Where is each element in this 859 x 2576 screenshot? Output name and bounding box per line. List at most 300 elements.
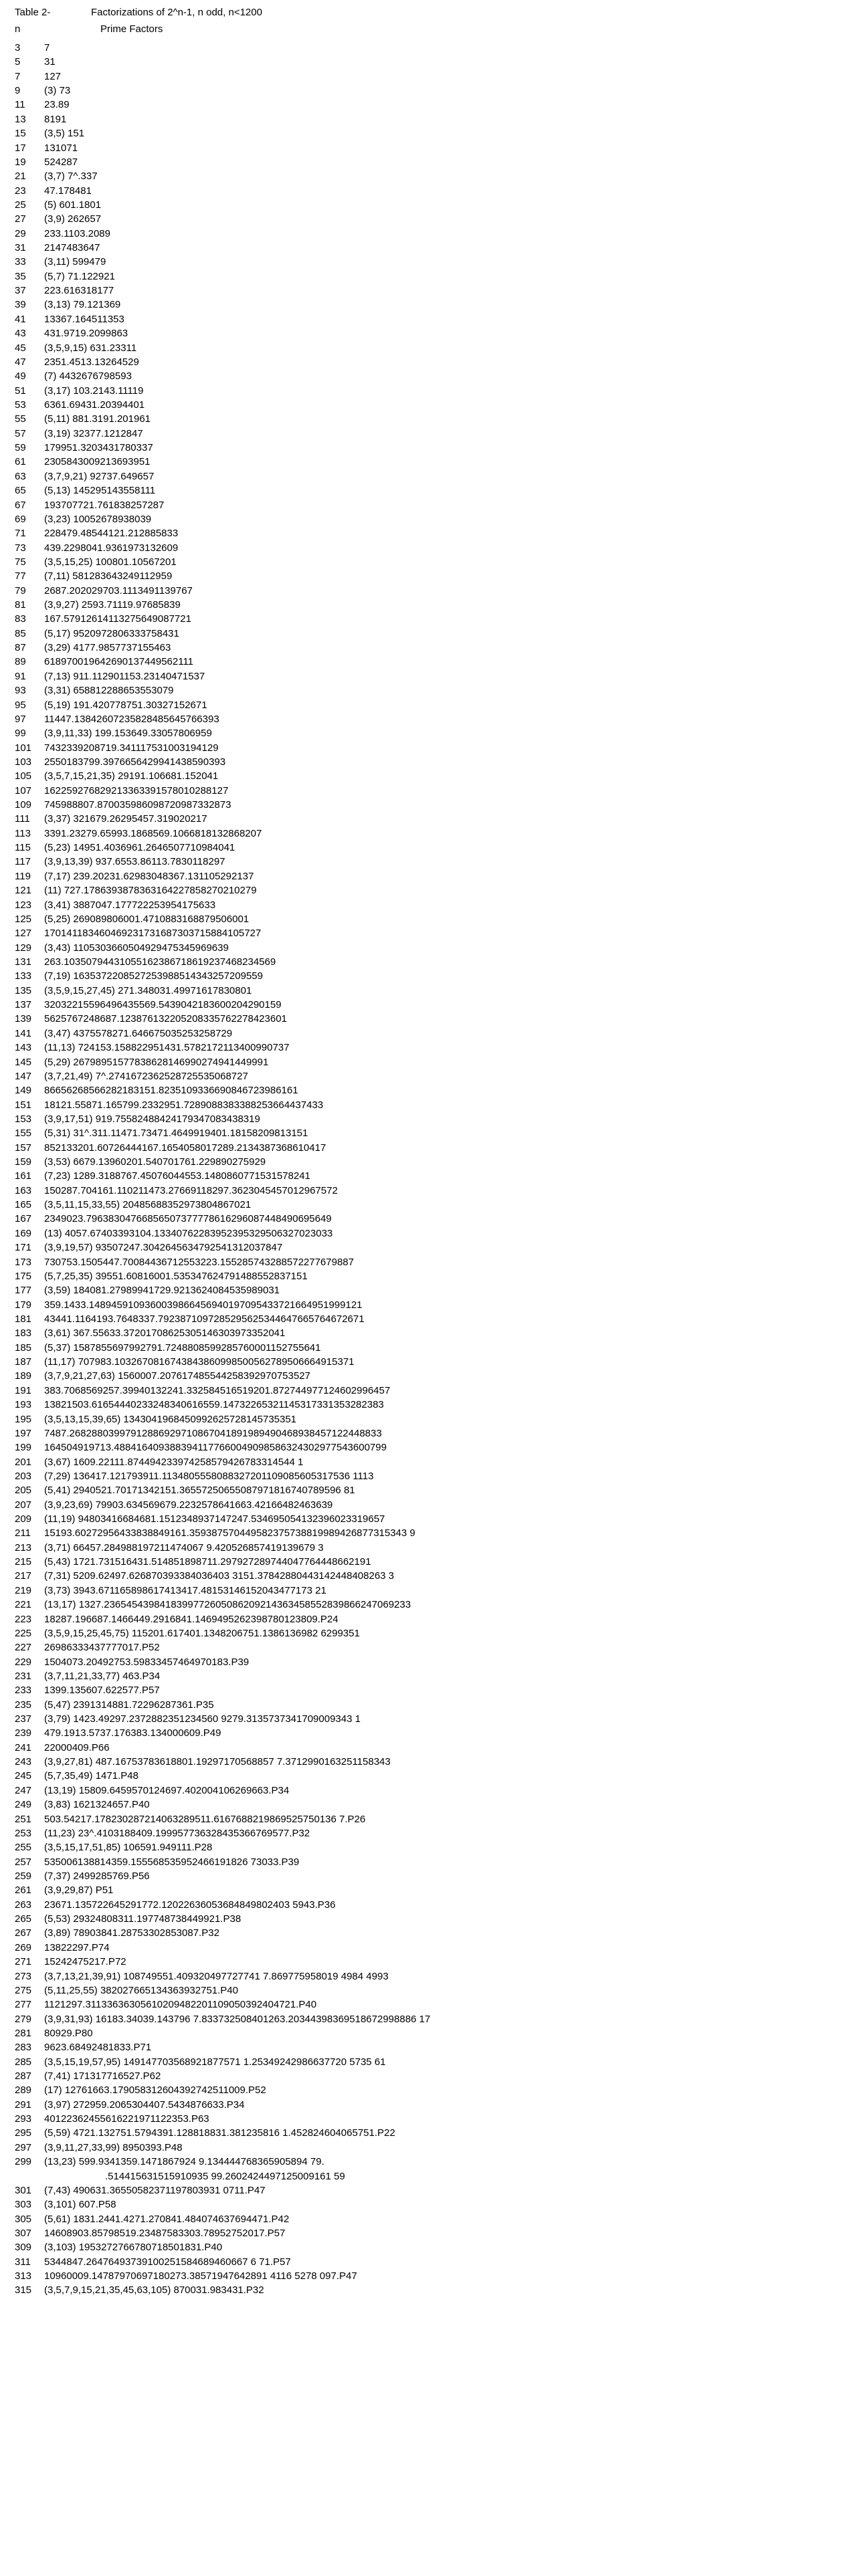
row-n-value: 235 [15, 1699, 32, 1711]
table-row [15, 1126, 851, 1140]
row-n-value: 209 [15, 1513, 32, 1525]
row-n-value: 121 [15, 885, 32, 897]
factorization-table [15, 41, 851, 2298]
table-row [15, 2240, 851, 2254]
table-row [15, 1869, 851, 1883]
table-row [15, 1898, 851, 1912]
row-n-value: 173 [15, 1256, 32, 1268]
table-row [15, 1712, 851, 1726]
table-row [15, 1169, 851, 1183]
table-row [15, 2141, 851, 2155]
row-prime-factors: (3,5,9,15) 631.23311 [44, 342, 137, 354]
row-n-value: 83 [15, 613, 26, 625]
row-prime-factors: (3,9,11,33) 199.153649.33057806959 [44, 728, 212, 740]
row-n-value: 273 [15, 1970, 32, 1982]
row-prime-factors: 14608903.85798519.23487583303.78952752017.P57 [44, 2227, 286, 2239]
table-row [15, 1412, 851, 1426]
table-row [15, 1083, 851, 1097]
table-row [15, 2040, 851, 2054]
row-prime-factors: 131071 [44, 142, 78, 154]
table-row [15, 2283, 851, 2297]
row-n-value: 189 [15, 1370, 32, 1382]
row-n-value: 291 [15, 2099, 32, 2111]
row-prime-factors: (3,9,29,87) P51 [44, 1885, 114, 1897]
row-prime-factors: 852133201.60726444167.1654058017289.2134387368610417 [44, 1142, 326, 1154]
row-n-value: 271 [15, 1956, 32, 1968]
table-row [15, 1698, 851, 1712]
table-row [15, 2126, 851, 2140]
table-row [15, 1055, 851, 1069]
row-n-value: 141 [15, 1027, 32, 1039]
table-row [15, 84, 851, 98]
row-prime-factors: (3,61) 367.55633.37201708625305146303973352041 [44, 1327, 286, 1339]
table-row [15, 312, 851, 326]
row-n-value: 253 [15, 1827, 32, 1839]
row-n-value: 65 [15, 485, 26, 497]
row-prime-factors: (7,13) 911.112901153.23140471537 [44, 670, 205, 682]
row-prime-factors: 179951.3203431780337 [44, 442, 153, 454]
row-prime-factors: 1504073.20492753.59833457464970183.P39 [44, 1656, 250, 1668]
row-prime-factors: (5,59) 4721.132751.5794391.128818831.381235816 1.452824604065751.P22 [44, 2127, 395, 2139]
row-n-value: 17 [15, 142, 26, 154]
row-prime-factors: (5,43) 1721.731516431.514851898711.297927289744047764448662191 [44, 1556, 371, 1568]
row-prime-factors: (3,9,11,27,33,99) 8950393.P48 [44, 2141, 183, 2153]
table-row [15, 1440, 851, 1455]
row-prime-factors: 228479.48544121.212885833 [44, 528, 179, 540]
row-prime-factors: 23671.135722645291772.12022636053684849802403 5943.P36 [44, 1899, 336, 1911]
row-n-value: 75 [15, 556, 26, 568]
row-n-value: 307 [15, 2227, 32, 2239]
row-n-value: 279 [15, 2013, 32, 2025]
row-prime-factors: (5,31) 31^.311.11471.73471.4649919401.18158209813151 [44, 1128, 308, 1140]
row-n-value: 19 [15, 156, 26, 168]
table-row [15, 769, 851, 783]
table-row [15, 926, 851, 940]
table-row [15, 1969, 851, 1983]
row-prime-factors: (5,53) 29324808311.197748738449921.P38 [44, 1913, 242, 1925]
row-prime-factors: (3,7,13,21,39,91) 108749551.409320497727741 7.869775958019 4984 4993 [44, 1970, 389, 1982]
table-row [15, 2212, 851, 2226]
row-n-value: 91 [15, 670, 26, 682]
table-row [15, 1784, 851, 1798]
row-n-value: 163 [15, 1184, 32, 1196]
row-n-value: 197 [15, 1427, 32, 1439]
row-prime-factors: (7,17) 239.20231.62983048367.131105292137 [44, 870, 254, 882]
row-n-value: 21 [15, 171, 26, 183]
row-n-value: 255 [15, 1842, 32, 1854]
row-prime-factors: 730753.1505447.70084436712553223.155285743288572277679887 [44, 1256, 354, 1268]
row-prime-factors: (5,25) 269089806001.4710883168879506001 [44, 913, 250, 925]
row-n-value: 127 [15, 928, 32, 940]
row-n-value: 37 [15, 285, 26, 297]
table-row [15, 1926, 851, 1940]
row-prime-factors: (3,47) 4375578271.646675035253258729 [44, 1027, 233, 1039]
row-prime-factors: (5,19) 191.420778751.30327152671 [44, 699, 207, 711]
row-n-value: 47 [15, 356, 26, 368]
table-row [15, 1640, 851, 1654]
table-row [15, 855, 851, 869]
table-row [15, 2112, 851, 2126]
row-prime-factors: 162259276829213363391578010288127 [44, 784, 229, 796]
row-n-value: 25 [15, 199, 26, 211]
row-prime-factors: 15193.60272956433838849161.359387570449582375738819989426877315343 9 [44, 1527, 415, 1539]
row-n-value: 85 [15, 627, 26, 639]
row-n-value: 165 [15, 1199, 32, 1211]
row-prime-factors: 2305843009213693951 [44, 456, 151, 468]
row-prime-factors: 618970019642690137449562111 [44, 656, 194, 668]
table-row [15, 912, 851, 926]
row-prime-factors: (3,9,23,69) 79903.634569679.2232578641663.42166482463639 [44, 1499, 333, 1511]
row-n-value: 259 [15, 1870, 32, 1882]
row-n-value: 111 [15, 813, 30, 825]
row-prime-factors: (3,71) 66457.284988197211474067 9.420526857419139679 3 [44, 1541, 324, 1553]
table-row [15, 155, 851, 169]
row-prime-factors: (3,89) 78903841.28753302853087.P32 [44, 1927, 219, 1939]
row-n-value: 169 [15, 1227, 32, 1239]
table-row [15, 1112, 851, 1126]
row-prime-factors: 22000409.P66 [44, 1741, 110, 1753]
row-prime-factors: 524287 [44, 156, 78, 168]
table-row [15, 41, 851, 55]
row-n-value: 183 [15, 1327, 32, 1339]
row-prime-factors: (7,31) 5209.62497.626870393384036403 3151.37842880443142448408263 3 [44, 1570, 395, 1582]
row-n-value: 55 [15, 413, 26, 425]
row-n-value: 309 [15, 2242, 32, 2254]
row-n-value: 261 [15, 1885, 32, 1897]
table-row [15, 1326, 851, 1340]
table-row [15, 955, 851, 969]
row-n-value: 113 [15, 827, 31, 839]
row-n-value: 35 [15, 270, 26, 282]
row-prime-factors: (5,7,25,35) 39551.60816001.535347624791488552837151 [44, 1270, 308, 1282]
table-row [15, 1283, 851, 1297]
row-prime-factors: (3,7) 7^.337 [44, 171, 98, 183]
row-prime-factors: (3,9,31,93) 16183.34039.143796 7.833732508401263.20344398369518672998886 17 [44, 2013, 431, 2025]
row-prime-factors: (5) 601.1801 [44, 199, 102, 211]
row-n-value: 129 [15, 942, 32, 954]
row-prime-factors: (7) 4432676798593 [44, 370, 132, 383]
row-prime-factors: 3391.23279.65993.1868569.1066818132868207 [44, 827, 262, 839]
table-row [15, 2255, 851, 2269]
row-n-value: 237 [15, 1713, 32, 1725]
row-n-value: 305 [15, 2213, 32, 2225]
row-prime-factors: (5,11,25,55) 382027665134363932751.P40 [44, 1984, 238, 1996]
row-n-value: 139 [15, 1013, 32, 1025]
row-prime-factors: 47.178481 [44, 185, 92, 197]
row-prime-factors: 127 [44, 70, 62, 82]
table-row [15, 741, 851, 755]
row-prime-factors: 31 [44, 56, 56, 68]
table-row [15, 1041, 851, 1055]
row-prime-factors: 2687.202029703.1113491139767 [44, 584, 193, 597]
table-label: Table 2- [15, 7, 51, 18]
row-prime-factors: (3,5,15,19,57,95) 149147703568921877571 1.25349242986637720 5735 61 [44, 2056, 386, 2068]
row-n-value: 67 [15, 499, 26, 511]
row-prime-factors: (11,13) 724153.158822951431.5782172113400990737 [44, 1042, 290, 1054]
row-n-value: 267 [15, 1927, 32, 1939]
row-n-value: 191 [15, 1384, 32, 1396]
row-prime-factors: (3,59) 184081.27989941729.9213624084535989031 [44, 1285, 280, 1297]
row-prime-factors: (3,9,17,51) 919.75582488424179347083438319 [44, 1113, 260, 1125]
table-row [15, 2155, 851, 2169]
table-row [15, 512, 851, 526]
row-prime-factors: (3,5,9,15,27,45) 271.348031.49971617830801 [44, 984, 252, 996]
row-n-value: 195 [15, 1413, 32, 1425]
row-prime-factors: (3,23) 10052678938039 [44, 513, 152, 525]
row-n-value: 297 [15, 2141, 32, 2153]
row-prime-factors: 383.7068569257.39940132241.332584516519201.872744977124602996457 [44, 1384, 391, 1396]
table-row [15, 1683, 851, 1697]
table-row [15, 1798, 851, 1812]
row-n-value: 187 [15, 1356, 32, 1368]
table-row [15, 1755, 851, 1769]
table-row [15, 1184, 851, 1198]
row-n-value: 73 [15, 542, 26, 554]
table-row [15, 441, 851, 455]
table-row [15, 384, 851, 398]
row-n-value: 217 [15, 1570, 32, 1582]
row-prime-factors: 150287.704161.110211473.27669118297.3623045457012967572 [44, 1184, 338, 1196]
table-row [15, 1855, 851, 1869]
row-n-value: 79 [15, 584, 26, 597]
row-prime-factors: 18287.196687.1466449.2916841.1469495262398780123809.P24 [44, 1613, 339, 1625]
row-prime-factors: (3,101) 607.P58 [44, 2199, 116, 2211]
table-row [15, 1384, 851, 1398]
row-prime-factors: 535006138814359.155568535952466191826 73033.P39 [44, 1856, 300, 1868]
row-prime-factors: 7432339208719.341117531003194129 [44, 742, 219, 754]
row-n-value: 81 [15, 599, 26, 611]
row-n-value: 147 [15, 1070, 32, 1082]
table-row [15, 241, 851, 255]
row-prime-factors: (3,83) 1621324657.P40 [44, 1799, 150, 1811]
row-n-value: 103 [15, 756, 32, 768]
table-row-continuation [15, 2169, 851, 2183]
table-row [15, 1469, 851, 1483]
row-prime-factors: 86656268566282183151.8235109336690846723986161 [44, 1085, 298, 1097]
table-row [15, 1098, 851, 1112]
table-row [15, 883, 851, 897]
table-row [15, 541, 851, 555]
table-row [15, 641, 851, 655]
row-prime-factors: (3,67) 1609.22111.874494233974258579426783314544 1 [44, 1456, 304, 1468]
table-row [15, 1741, 851, 1755]
table-row [15, 627, 851, 641]
row-prime-factors: 223.616318177 [44, 285, 114, 297]
table-row [15, 469, 851, 484]
row-n-value: 247 [15, 1784, 32, 1796]
row-prime-factors: (3,11) 599479 [44, 256, 106, 268]
row-prime-factors: (3,79) 1423.49297.2372882351234560 9279.3135737341709009343 1 [44, 1713, 361, 1725]
row-n-value: 185 [15, 1341, 32, 1354]
table-row [15, 341, 851, 355]
table-row [15, 1584, 851, 1598]
row-prime-factors: (3,7,9,21) 92737.649657 [44, 470, 155, 482]
row-prime-factors: (3,7,21,49) 7^.2741672362528725535068727 [44, 1070, 248, 1082]
row-n-value: 199 [15, 1442, 32, 1454]
row-prime-factors: (3,5,11,15,33,55) 20485688352973804867021 [44, 1199, 252, 1211]
row-n-value: 99 [15, 728, 26, 740]
row-n-value: 133 [15, 970, 32, 982]
table-row [15, 555, 851, 569]
row-prime-factors: (5,17) 9520972806333758431 [44, 627, 179, 639]
table-row [15, 755, 851, 769]
column-header-n: n [15, 23, 21, 35]
table-row [15, 1655, 851, 1669]
row-n-value: 181 [15, 1313, 32, 1325]
row-prime-factors: (3,53) 6679.13960201.540701761.229890275929 [44, 1156, 266, 1168]
table-row [15, 1883, 851, 1897]
row-n-value: 143 [15, 1042, 32, 1054]
row-prime-factors: (13,17) 1327.2365454398418399772605086209214363458552839866247069233 [44, 1599, 411, 1611]
row-n-value: 89 [15, 656, 26, 668]
table-row [15, 1541, 851, 1555]
row-prime-factors: (3,5,15,25) 100801.10567201 [44, 556, 177, 568]
table-row [15, 1912, 851, 1926]
table-row [15, 2083, 851, 2097]
table-row [15, 598, 851, 612]
table-row [15, 198, 851, 212]
table-row [15, 412, 851, 426]
table-row [15, 1840, 851, 1854]
row-n-value: 203 [15, 1470, 32, 1482]
row-n-value: 201 [15, 1456, 32, 1468]
row-n-value: 151 [15, 1099, 32, 1111]
row-n-value: 39 [15, 299, 26, 311]
row-n-value: 225 [15, 1627, 32, 1639]
table-row [15, 398, 851, 412]
table-row [15, 941, 851, 955]
table-row [15, 55, 851, 69]
row-prime-factors: (3,17) 103.2143.11119 [44, 385, 144, 397]
row-n-value: 155 [15, 1128, 32, 1140]
row-n-value: 49 [15, 370, 26, 383]
row-prime-factors: 8191 [44, 113, 67, 125]
table-row [15, 2069, 851, 2083]
row-n-value: 157 [15, 1142, 32, 1154]
row-prime-factors: (3,5,13,15,39,65) 1343041968450992625728145735351 [44, 1413, 297, 1425]
table-row [15, 1012, 851, 1026]
table-row [15, 355, 851, 369]
row-prime-factors: 26986333437777017.P52 [44, 1642, 160, 1654]
row-n-value: 135 [15, 984, 32, 996]
row-prime-factors: 745988807.870035986098720987332873 [44, 799, 231, 811]
row-n-value: 205 [15, 1485, 32, 1497]
row-prime-factors: (11,23) 23^.4103188409.199957736328435366769577.P32 [44, 1827, 310, 1839]
table-row [15, 212, 851, 226]
row-n-value: 295 [15, 2127, 32, 2139]
row-n-value: 69 [15, 513, 26, 525]
table-row [15, 1941, 851, 1955]
row-prime-factors: 10960009.14787970697180273.38571947642891 4116 5278 097.P47 [44, 2270, 357, 2282]
row-prime-factors: (5,13) 145295143558111 [44, 485, 156, 497]
row-prime-factors: 193707721.761838257287 [44, 499, 165, 511]
row-n-value: 59 [15, 442, 26, 454]
row-prime-factors: 479.1913.5737.176383.134000609.P49 [44, 1727, 221, 1739]
row-n-value: 215 [15, 1556, 32, 1568]
row-prime-factors: (3,5,7,9,15,21,35,45,63,105) 870031.983431.P32 [44, 2284, 264, 2296]
row-n-value: 167 [15, 1213, 32, 1225]
table-row [15, 1998, 851, 2012]
table-row [15, 1569, 851, 1583]
row-n-value: 33 [15, 256, 26, 268]
row-prime-factors: (11,17) 707983.1032670816743843860998500562789506664915371 [44, 1356, 355, 1368]
table-row [15, 827, 851, 841]
table-row [15, 1155, 851, 1169]
row-prime-factors: (3,7,11,21,33,77) 463.P34 [44, 1670, 161, 1682]
row-n-value: 221 [15, 1599, 32, 1611]
table-row [15, 1669, 851, 1683]
row-n-value: 193 [15, 1399, 32, 1411]
row-n-value: 5 [15, 56, 21, 68]
row-n-value: 119 [15, 870, 31, 882]
table-row [15, 584, 851, 598]
table-row [15, 1726, 851, 1740]
row-prime-factors: 233.1103.2089 [44, 227, 110, 239]
row-n-value: 171 [15, 1242, 32, 1254]
table-row [15, 1341, 851, 1355]
row-n-value: 231 [15, 1670, 32, 1682]
row-n-value: 9 [15, 85, 21, 97]
row-n-value: 95 [15, 699, 26, 711]
row-n-value: 31 [15, 242, 26, 254]
table-row [15, 2098, 851, 2112]
row-prime-factors: (3,73) 3943.671165898617413417.48153146152043477173 21 [44, 1584, 326, 1596]
row-prime-factors: (3,9,27,81) 487.16753783618801.19297170568857 7.3712990163251158343 [44, 1756, 391, 1768]
row-n-value: 223 [15, 1613, 32, 1625]
row-prime-factors: (13) 4057.67403393104.13340762283952395329506327023033 [44, 1227, 333, 1239]
row-prime-factors: 2550183799.3976656429941438590393 [44, 756, 226, 768]
row-prime-factors: 5344847.26476493739100251584689460667 6 71.P57 [44, 2256, 291, 2268]
row-prime-factors: 1121297.31133636305610209482201109050392404721.P40 [44, 1999, 317, 2011]
table-row [15, 655, 851, 669]
row-prime-factors: 43441.1164193.7648337.7923871097285295625344647665764672671 [44, 1313, 365, 1325]
table-row [15, 569, 851, 583]
table-row [15, 1555, 851, 1569]
table-row [15, 1512, 851, 1526]
table-title: Factorizations of 2^n-1, n odd, n<1200 [91, 7, 262, 18]
row-n-value: 13 [15, 113, 26, 125]
row-prime-factors: 2147483647 [44, 242, 100, 254]
row-prime-factors: (11,19) 94803416684681.1512348937147247.534695054132396023319657 [44, 1513, 385, 1525]
row-prime-factors: (3) 73 [44, 85, 71, 97]
row-prime-factors: 263.10350794431055162386718619237468234569 [44, 956, 276, 968]
table-row [15, 2026, 851, 2040]
table-row [15, 484, 851, 498]
row-n-value: 315 [15, 2284, 32, 2296]
table-row [15, 1955, 851, 1969]
row-n-value: 57 [15, 427, 26, 439]
row-n-value: 293 [15, 2113, 32, 2125]
table-row [15, 1526, 851, 1540]
row-prime-factors: (5,11) 881.3191.201961 [44, 413, 151, 425]
table-row [15, 1298, 851, 1312]
row-n-value: 43 [15, 328, 26, 340]
row-n-value: 251 [15, 1813, 32, 1825]
row-n-value: 93 [15, 685, 26, 697]
table-row [15, 1355, 851, 1369]
row-n-value: 23 [15, 185, 26, 197]
row-prime-factors: (7,29) 136417.121793911.1134805558088327201109085605317536 1113 [44, 1470, 374, 1482]
row-n-value: 285 [15, 2056, 32, 2068]
table-row [15, 1198, 851, 1212]
row-prime-factors: 23.89 [44, 99, 70, 111]
table-row [15, 1426, 851, 1440]
table-row [15, 169, 851, 183]
row-n-value: 161 [15, 1170, 32, 1182]
table-row [15, 726, 851, 740]
row-n-value: 105 [15, 770, 32, 782]
row-prime-factors: (13,19) 15809.6459570124697.402004106269663.P34 [44, 1784, 290, 1796]
